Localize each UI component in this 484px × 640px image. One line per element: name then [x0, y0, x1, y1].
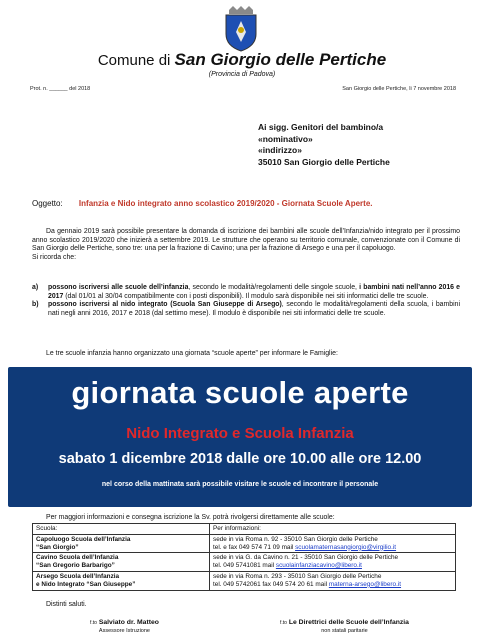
enrollment-list: [32, 284, 460, 319]
recipient-block: [258, 122, 390, 168]
school-phone: tel. e fax 049 574 71 09 mail: [213, 543, 296, 551]
list-item: [32, 301, 460, 318]
protocol-number: Prot. n. ______ del 2018: [30, 86, 91, 92]
banner-title: giornata scuole aperte: [71, 375, 409, 410]
school-subname: e Nido Integrato “San Giuseppe”: [36, 580, 136, 588]
signature-name: Salviato dr. Matteo: [98, 619, 159, 626]
school-email-link[interactable]: materna-arsego@libero.it: [328, 580, 402, 588]
list-item-text: , secondo le modalità/regolamenti della scuola, i bambini nati negli anni 2016, 2017 e 2018 (dal settimo mese). Il modulo è disponibile nei siti informatici delle tre scuole.: [48, 301, 460, 318]
banner-date: sabato 1 dicembre 2018 dalle ore 10.00 alle ore 12.00: [58, 451, 422, 467]
list-item-bold: i bambini nati nell’anno 2016 e 2017: [48, 284, 460, 300]
recipient-line: «indirizzo»: [258, 145, 302, 155]
open-day-banner: [8, 367, 472, 507]
recipient-line: Ai sigg. Genitori del bambino/a: [258, 122, 384, 132]
school-subname: “San Giorgio”: [36, 543, 79, 551]
school-phone: tel. 049 5741081 mail: [213, 562, 276, 570]
school-address: sede in via G. da Cavino n. 21 - 35010 San Giorgio delle Pertiche: [213, 554, 399, 562]
municipal-crest-icon: [222, 6, 260, 52]
place-date: San Giorgio delle Pertiche, li 7 novembre 2018: [342, 86, 456, 92]
info-intro: Per maggiori informazioni e consegna iscrizione la Sv. potrà rivolgersi direttamente alle scuole:: [46, 514, 335, 521]
recipient-line: 35010 San Giorgio delle Pertiche: [258, 156, 390, 167]
comune-prefix: Comune di: [97, 52, 171, 69]
banner-subtitle: Nido Integrato e Scuola Infanzia: [126, 425, 354, 442]
school-info-cell: [210, 553, 456, 572]
school-address: sede in via Roma n. 92 - 35010 San Giorgio delle Pertiche: [213, 535, 378, 543]
subject-label: Oggetto:: [32, 199, 63, 208]
recipient-line: «nominativo»: [258, 133, 313, 144]
school-email-link[interactable]: scuolainfanziacavino@libero.it: [275, 562, 362, 570]
table-header: Scuola:: [33, 524, 210, 535]
list-item-text: (dal 01/01 al 30/04 compatibilmente con i posti disponibili). Il modulo sarà disponibile nei siti informatici delle tre scuole.: [63, 292, 429, 300]
signature-name: Le Direttrici delle Scuole dell’Infanzia: [288, 619, 409, 626]
open-day-intro: Le tre scuole infanzia hanno organizzato una giornata “scuole aperte” per informare le Famiglie:: [46, 350, 338, 357]
school-subname: “San Gregorio Barbarigo”: [36, 562, 115, 570]
school-info-cell: [210, 534, 456, 553]
school-name-cell: [33, 571, 210, 590]
list-item-bold: possono iscriversi al nido integrato (Scuola San Giuseppe di Arsego): [48, 301, 282, 309]
signature-direttrici: [280, 619, 409, 635]
signature-role: non statali paritarie: [321, 628, 368, 634]
school-name: Arsego Scuola dell’Infanzia: [36, 572, 120, 580]
signature-assessore: [90, 619, 159, 635]
list-item-bold: possono iscriversi alle scuole dell’infanzia: [48, 284, 189, 291]
list-item: [32, 284, 460, 301]
table-row: [33, 571, 456, 590]
school-phone: tel. 049 5742061 fax 049 574 20 61 mail: [213, 580, 329, 588]
provincia: (Provincia di Padova): [208, 71, 276, 78]
table-row: [33, 534, 456, 553]
signature-role: Assessore Istruzione: [98, 628, 150, 634]
table-row: [33, 553, 456, 572]
subject-text: Infanzia e Nido integrato anno scolastico 2019/2020 - Giornata Scuole Aperte.: [78, 199, 373, 208]
table-header: Per informazioni:: [210, 524, 456, 535]
school-name-cell: [33, 534, 210, 553]
signature-fto: f.to: [90, 620, 97, 626]
signature-fto: f.to: [280, 620, 287, 626]
school-address: sede in via Roma n. 293 - 35010 San Giorgio delle Pertiche: [213, 572, 382, 580]
table-header-row: [33, 524, 456, 535]
intro-paragraph: [32, 228, 460, 263]
school-name: Cavino Scuola dell’Infanzia: [36, 554, 119, 562]
school-email-link[interactable]: scuolamaternasangiorgio@virgilio.it: [295, 543, 397, 551]
school-name: Capoluogo Scuola dell’Infanzia: [36, 535, 131, 543]
schools-table: [32, 523, 456, 591]
closing: Distinti saluti.: [46, 601, 87, 608]
comune-name: San Giorgio delle Pertiche: [174, 50, 387, 69]
school-name-cell: [33, 553, 210, 572]
list-item-marker: b): [32, 301, 39, 309]
list-item-text: , secondo le modalità/regolamenti delle singole scuole,: [188, 284, 360, 291]
reminder-label: Si ricorda che:: [32, 254, 77, 262]
subject-line: [32, 199, 372, 208]
comune-heading: [0, 50, 484, 70]
list-item-marker: a): [32, 284, 39, 291]
school-info-cell: [210, 571, 456, 590]
banner-note: nel corso della mattinata sarà possibile visitare le scuole ed incontrare il personale: [101, 481, 379, 488]
intro-text: Da gennaio 2019 sarà possibile presentare la domanda di iscrizione dei bambini alle scuole dell’Infanzia/nido integrato per il prossimo anno scolastico 2019/2020 che inizierà a settembre 2019. Le strutture che operano su territorio comunale, convenzionate con il Comune di San Giorgio delle Pertiche, sono tre: una per la frazione di Cavino; una per la frazione di Arsego e una per il capoluogo.: [32, 228, 460, 253]
